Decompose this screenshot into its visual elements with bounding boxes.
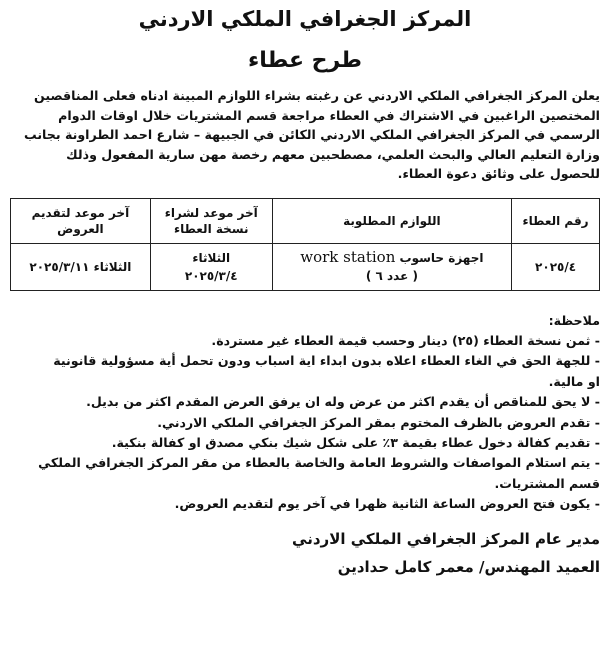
intro-line: وزارة التعليم العالي والبحث العلمي، مصطحبين معهم رخصة مهن سارية المفعول وذلك — [66, 146, 600, 162]
header-submit-deadline-line2: العروض — [57, 221, 104, 236]
item-arabic-name: اجهزة حاسوب — [399, 251, 484, 265]
note-line: او مالية. — [548, 373, 600, 389]
header-submit-deadline-line1: آخر موعد لتقديم — [31, 205, 130, 220]
signature-block — [10, 525, 600, 581]
note-line: قسم المشتريات. — [494, 475, 600, 491]
notes-section — [10, 311, 600, 515]
header-purchase-deadline-line2: نسخة العطاء — [173, 221, 249, 236]
purchase-deadline-date: ٢٠٢٥/٣/٤ — [184, 268, 238, 283]
intro-paragraph — [10, 86, 600, 184]
intro-line: للحصول على وثائق دعوة العطاء. — [397, 166, 600, 181]
tender-title: طرح عطاء — [248, 48, 362, 73]
organization-title: المركز الجغرافي الملكي الاردني — [138, 7, 472, 31]
table-header-row — [11, 198, 600, 243]
note-line: - تقديم كفالة دخول عطاء بقيمة ٣٪ على شكل شيك بنكي مصدق او كفالة بنكية. — [111, 434, 600, 450]
item-english-name: work station — [300, 248, 396, 266]
cell-required-items — [272, 243, 511, 290]
header-purchase-deadline-line1: آخر موعد لشراء — [164, 205, 258, 220]
header-required-items: اللوازم المطلوبة — [272, 198, 511, 243]
intro-line: يعلن المركز الجغرافي الملكي الاردني عن رغبته بشراء اللوازم المبينة ادناه فعلى المناقصين — [33, 88, 600, 103]
note-line: - ثمن نسخة العطاء (٢٥) دينار وحسب قيمة العطاء غير مستردة. — [211, 332, 600, 348]
note-line: - للجهة الحق في الغاء العطاء اعلاه بدون ابداء اية اسباب ودون تحمل أية مسؤولية قانونية — [53, 353, 600, 369]
note-line: - تقدم العروض بالظرف المختوم بمقر المركز الجغرافي الملكي الاردني. — [157, 414, 600, 430]
intro-line: المختصين الراغبين في الاشتراك في العطاء مراجعة قسم المشتريات خلال اوقات الدوام — [58, 107, 600, 123]
purchase-deadline-day: الثلاثاء — [192, 250, 231, 265]
cell-tender-number: ٢٠٢٥/٤ — [512, 243, 600, 290]
intro-line: الرسمي في المركز الجغرافي الملكي الاردني الكائن في الجبيهة – شارع احمد الطراونة بجانب — [24, 127, 600, 142]
signatory-position: مدير عام المركز الجغرافي الملكي الاردني — [292, 529, 600, 548]
notes-heading: ملاحظة: — [548, 312, 600, 328]
note-line: - يتم استلام المواصفات والشروط العامة والخاصة بالعطاء من مقر المركز الجغرافي الملكي — [38, 455, 600, 471]
tender-table — [10, 198, 600, 291]
signatory-name: العميد المهندس/ معمر كامل حدادين — [337, 557, 600, 576]
item-quantity: ( عدد ٦ ) — [365, 269, 418, 283]
cell-purchase-deadline — [150, 243, 272, 290]
header-purchase-deadline — [150, 198, 272, 243]
header-submit-deadline — [11, 198, 151, 243]
note-line: - يكون فتح العروض الساعة الثانية ظهرا في آخر يوم لتقديم العروض. — [174, 496, 600, 512]
cell-submit-deadline: الثلاثاء ٢٠٢٥/٣/١١ — [11, 243, 151, 290]
table-row — [11, 243, 600, 290]
header-tender-number: رقم العطاء — [512, 198, 600, 243]
note-line: - لا يحق للمناقص أن يقدم اكثر من عرض وله ان يرفق العرض المقدم اكثر من بديل. — [86, 394, 600, 410]
